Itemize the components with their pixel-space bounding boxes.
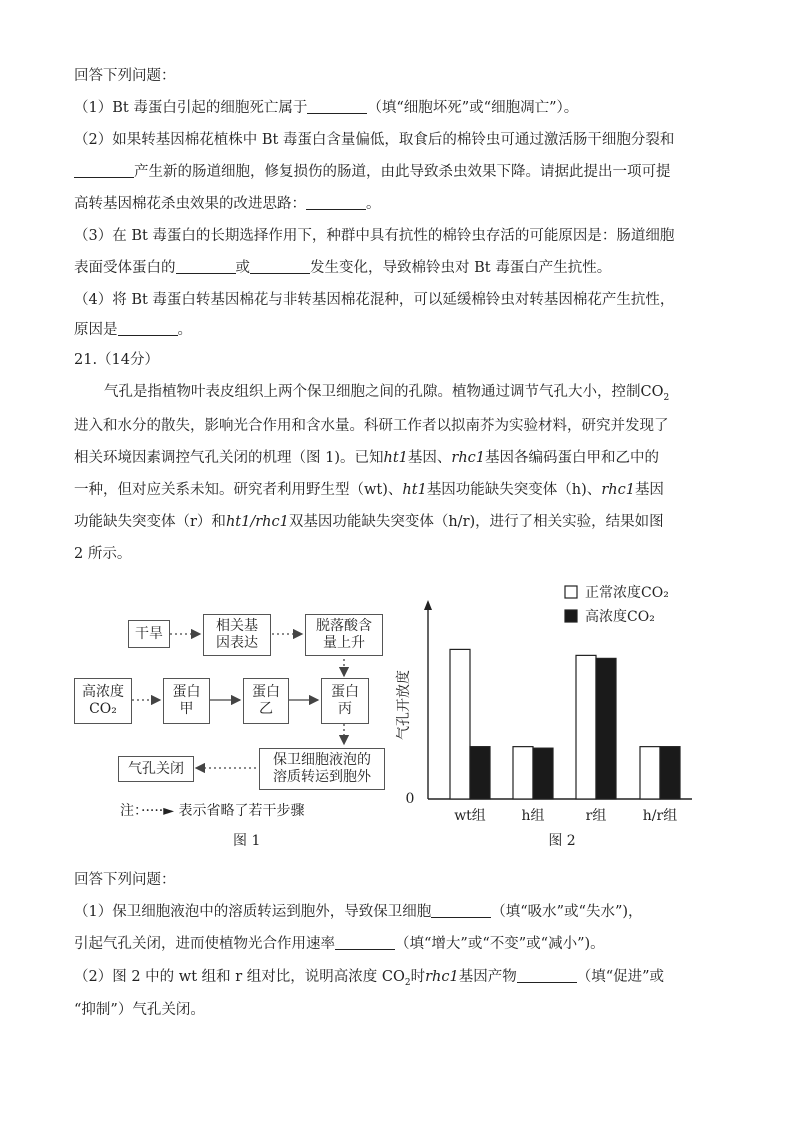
stomata-closure-box — [118, 756, 194, 782]
q2-line-c — [74, 194, 381, 214]
p2-q2-line-a — [74, 967, 664, 993]
q2-b: 产生新的肠道细胞，修复损伤的肠道，由此导致杀虫效果下降。请据此提出一项可提 — [134, 164, 671, 180]
x-tick-label: h/r组 — [642, 808, 678, 824]
gene-expression-line1: 相关基 — [216, 618, 258, 634]
q2-c: 高转基因棉花杀虫效果的改进思路： — [74, 196, 306, 212]
figure-2-caption: 图 2 — [548, 833, 576, 849]
y-axis-arrow — [424, 600, 432, 610]
intro-text: 回答下列问题： — [74, 68, 176, 84]
q21-para-line4 — [74, 480, 664, 500]
q21-p1: 气孔是指植物叶表皮组织上两个保卫细胞之间的孔隙。植物通过调节气孔大小，控制CO — [104, 384, 664, 400]
answer-blank[interactable] — [517, 968, 577, 983]
legend-label: 高浓度CO₂ — [585, 609, 655, 625]
aba-line2: 量上升 — [323, 635, 365, 651]
protein-a-line1: 蛋白 — [172, 684, 201, 700]
answer-blank[interactable] — [250, 259, 310, 274]
gene-expression-box — [203, 614, 271, 656]
q1-post: （填“细胞坏死”或“细胞凋亡”）。 — [367, 100, 579, 116]
legend-label: 正常浓度CO₂ — [585, 585, 669, 601]
gene-expression-line2: 因表达 — [216, 635, 258, 651]
figure-1-caption: 图 1 — [233, 833, 261, 849]
p2-q1-b2: （填“增大”或“不变”或“减小”)。 — [395, 936, 605, 952]
q21-para-line6: 2 所示。 — [74, 546, 132, 562]
x-tick-label: wt组 — [454, 808, 486, 824]
q21-para-line2: 进入和水分的散失，影响光合作用和含水量。科研工作者以拟南芥为实验材料，研究并发现了 — [74, 418, 669, 434]
protein-a-box — [163, 678, 210, 724]
y-tick-zero: 0 — [405, 791, 415, 807]
q4-b: 原因是 — [74, 322, 118, 338]
p2-q2-a3: 基因产物 — [458, 969, 517, 985]
q21-para-line5 — [74, 512, 664, 532]
gene-rhc1: rhc1 — [425, 969, 459, 985]
p2-q2-line-b: “抑制”）气孔关闭。 — [74, 1002, 205, 1018]
p2-q1-a1: （1）保卫细胞液泡中的溶质转运到胞外，导致保卫细胞 — [74, 904, 432, 920]
q3-b1: 表面受体蛋白的 — [74, 260, 176, 276]
co2-subscript: 2 — [663, 392, 670, 403]
protein-b-line1: 蛋白 — [252, 684, 280, 700]
q21-p5a: 功能缺失突变体（r）和 — [74, 514, 226, 530]
p2-q2-a4: （填“促进”或 — [576, 969, 665, 985]
transport-line1: 保卫细胞液泡的 — [273, 752, 371, 768]
protein-b-line2: 乙 — [259, 701, 273, 717]
q3-line-a: （3）在 Bt 毒蛋白的长期选择作用下，种群中具有抗性的棉铃虫存活的可能原因是：肠道细胞 — [74, 228, 675, 244]
x-tick-label: h组 — [521, 808, 545, 824]
answer-blank[interactable] — [118, 321, 178, 336]
protein-a-line2: 甲 — [179, 701, 194, 717]
drought-box — [128, 620, 170, 648]
p2-q2-a1: （2）图 2 中的 wt 组和 r 组对比，说明高浓度 CO — [74, 969, 405, 985]
q21-para-line3 — [74, 448, 659, 468]
q4-line-b — [74, 320, 192, 340]
protein-c-box — [321, 678, 369, 724]
protein-c-line2: 丙 — [338, 701, 352, 717]
p2-q1-line-a — [74, 902, 643, 922]
solute-transport-box — [259, 748, 385, 790]
bar-r组-high — [596, 658, 616, 799]
protein-c-line1: 蛋白 — [331, 684, 359, 700]
x-tick-label: r组 — [585, 808, 607, 824]
bar-wt组-high — [470, 747, 490, 799]
gene-double: ht1/rhc1 — [225, 514, 289, 530]
answer-blank[interactable] — [335, 935, 395, 950]
p2-q1-line-b — [74, 934, 605, 954]
answer-blank[interactable] — [74, 163, 134, 178]
transport-line2: 溶质转运到胞外 — [273, 769, 371, 785]
figure-1-note: 注：·····► 表示省略了若干步骤 — [120, 803, 305, 819]
answer-blank[interactable] — [306, 195, 366, 210]
gene-rhc1: rhc1 — [451, 450, 486, 466]
bar-wt组-normal — [450, 649, 470, 799]
y-axis-label: 气孔开放度 — [396, 670, 412, 740]
q21-p3-mid: 基因、 — [407, 450, 452, 466]
q1-line — [74, 98, 578, 118]
gene-rhc1: rhc1 — [601, 482, 635, 498]
question-header: 21.（14分） — [74, 352, 160, 368]
part2-intro: 回答下列问题： — [74, 872, 176, 888]
answer-blank[interactable] — [176, 259, 236, 274]
bar-h组-normal — [513, 747, 533, 799]
q21-p3-end: 基因各编码蛋白甲和乙中的 — [485, 450, 660, 466]
gene-ht1: ht1 — [402, 482, 427, 498]
high-co2-line2: CO₂ — [89, 701, 117, 717]
q2-line-a: （2）如果转基因棉花植株中 Bt 毒蛋白含量偏低，取食后的棉铃虫可通过激活肠干细胞分裂和 — [74, 132, 675, 148]
bar-h/r组-high — [660, 747, 680, 799]
q2-line-b — [74, 162, 671, 182]
q21-para-line1 — [104, 382, 669, 408]
legend-swatch — [565, 610, 577, 622]
bar-h组-high — [533, 748, 553, 799]
q21-p4c: 基因 — [634, 482, 664, 498]
aba-line1: 脱落酸含 — [316, 618, 372, 634]
p2-q2-a2: 时 — [410, 969, 426, 985]
q4-line-a: （4）将 Bt 毒蛋白转基因棉花与非转基因棉花混种，可以延缓棉铃虫对转基因棉花产生抗性， — [74, 292, 675, 308]
gene-ht1: ht1 — [383, 450, 408, 466]
p2-q1-a2: （填“吸水”或“失水”)， — [491, 904, 643, 920]
q3-line-b — [74, 258, 611, 278]
p2-q1-b1: 引起气孔关闭，进而使植物光合作用速率 — [74, 936, 335, 952]
q21-p4b: 基因功能缺失突变体（h)、 — [426, 482, 602, 498]
high-co2-box — [74, 678, 132, 724]
bar-h/r组-normal — [640, 747, 660, 799]
q4-b-end: 。 — [177, 322, 192, 338]
co2-subscript: 2 — [404, 977, 411, 988]
answer-blank[interactable] — [431, 903, 491, 918]
q21-p4a: 一种，但对应关系未知。研究者利用野生型（wt)、 — [74, 482, 403, 498]
closure-label: 气孔关闭 — [128, 760, 184, 777]
bar-r组-normal — [576, 655, 596, 799]
drought-label: 干旱 — [135, 625, 163, 642]
q3-b3: 发生变化，导致棉铃虫对 Bt 毒蛋白产生抗性。 — [310, 260, 612, 276]
q3-b2: 或 — [235, 260, 250, 276]
q2-c-end: 。 — [366, 196, 381, 212]
q21-p5b: 双基因功能缺失突变体（h/r)，进行了相关实验，结果如图 — [288, 514, 664, 530]
protein-b-box — [243, 678, 289, 724]
high-co2-line1: 高浓度 — [82, 684, 124, 700]
q1-pre: （1）Bt 毒蛋白引起的细胞死亡属于 — [74, 100, 308, 116]
q21-p3: 相关环境因素调控气孔关闭的机理（图 1)。已知 — [74, 450, 384, 466]
legend-swatch — [565, 586, 577, 598]
answer-blank[interactable] — [307, 99, 367, 114]
aba-box — [305, 614, 383, 656]
